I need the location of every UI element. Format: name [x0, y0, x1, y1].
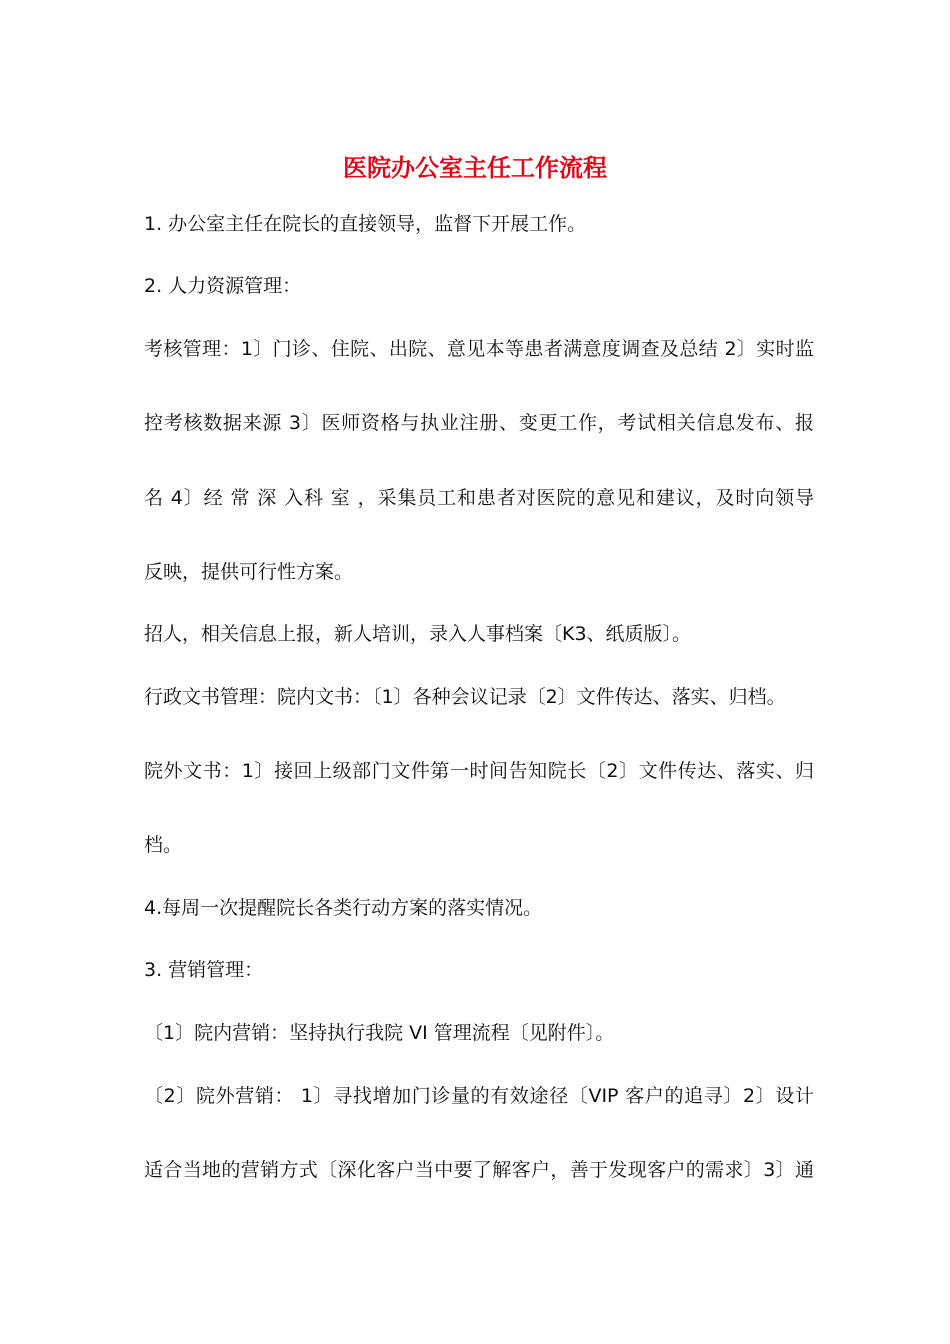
line-internal-marketing: 〔1〕院内营销：坚持执行我院 VI 管理流程〔见附件〕。: [144, 1022, 615, 1044]
line-admin-docs-internal: 行政文书管理：院内文书：〔1〕各种会议记录〔2〕文件传达、落实、归档。: [144, 686, 786, 708]
line-external-marketing-2: 适合当地的营销方式〔深化客户当中要了解客户，善于发现客户的需求〕3〕通: [144, 1159, 814, 1181]
line-assessment-2: 控考核数据来源 3〕医师资格与执业注册、变更工作，考试相关信息发布、报: [144, 412, 814, 434]
line-marketing-heading: 3. 营销管理：: [144, 959, 264, 981]
line-assessment-3: 名 4〕经 常 深 入科 室 ，采集员工和患者对医院的意见和建议，及时向领导: [144, 487, 814, 509]
line-recruitment: 招人，相关信息上报，新人培训，录入人事档案〔K3、纸质版〕。: [144, 623, 692, 645]
line-admin-docs-external-1: 院外文书：1〕接回上级部门文件第一时间告知院长〔2〕文件传达、落实、归: [144, 760, 814, 782]
line-admin-docs-external-2: 档。: [144, 834, 183, 856]
line-hr-heading: 2. 人力资源管理：: [144, 275, 302, 297]
line-assessment-1: 考核管理：1〕门诊、住院、出院、意见本等患者满意度调查及总结 2〕实时监: [144, 338, 814, 360]
document-title: 医院办公室主任工作流程: [343, 153, 607, 182]
line-external-marketing-1: 〔2〕院外营销： 1〕寻找增加门诊量的有效途径〔VIP 客户的追寻〕2〕设计: [144, 1085, 814, 1107]
line-assessment-4: 反映，提供可行性方案。: [144, 561, 354, 583]
line-duty-leadership: 1. 办公室主任在院长的直接领导，监督下开展工作。: [144, 213, 587, 235]
line-weekly-reminder: 4.每周一次提醒院长各类行动方案的落实情况。: [144, 897, 543, 919]
